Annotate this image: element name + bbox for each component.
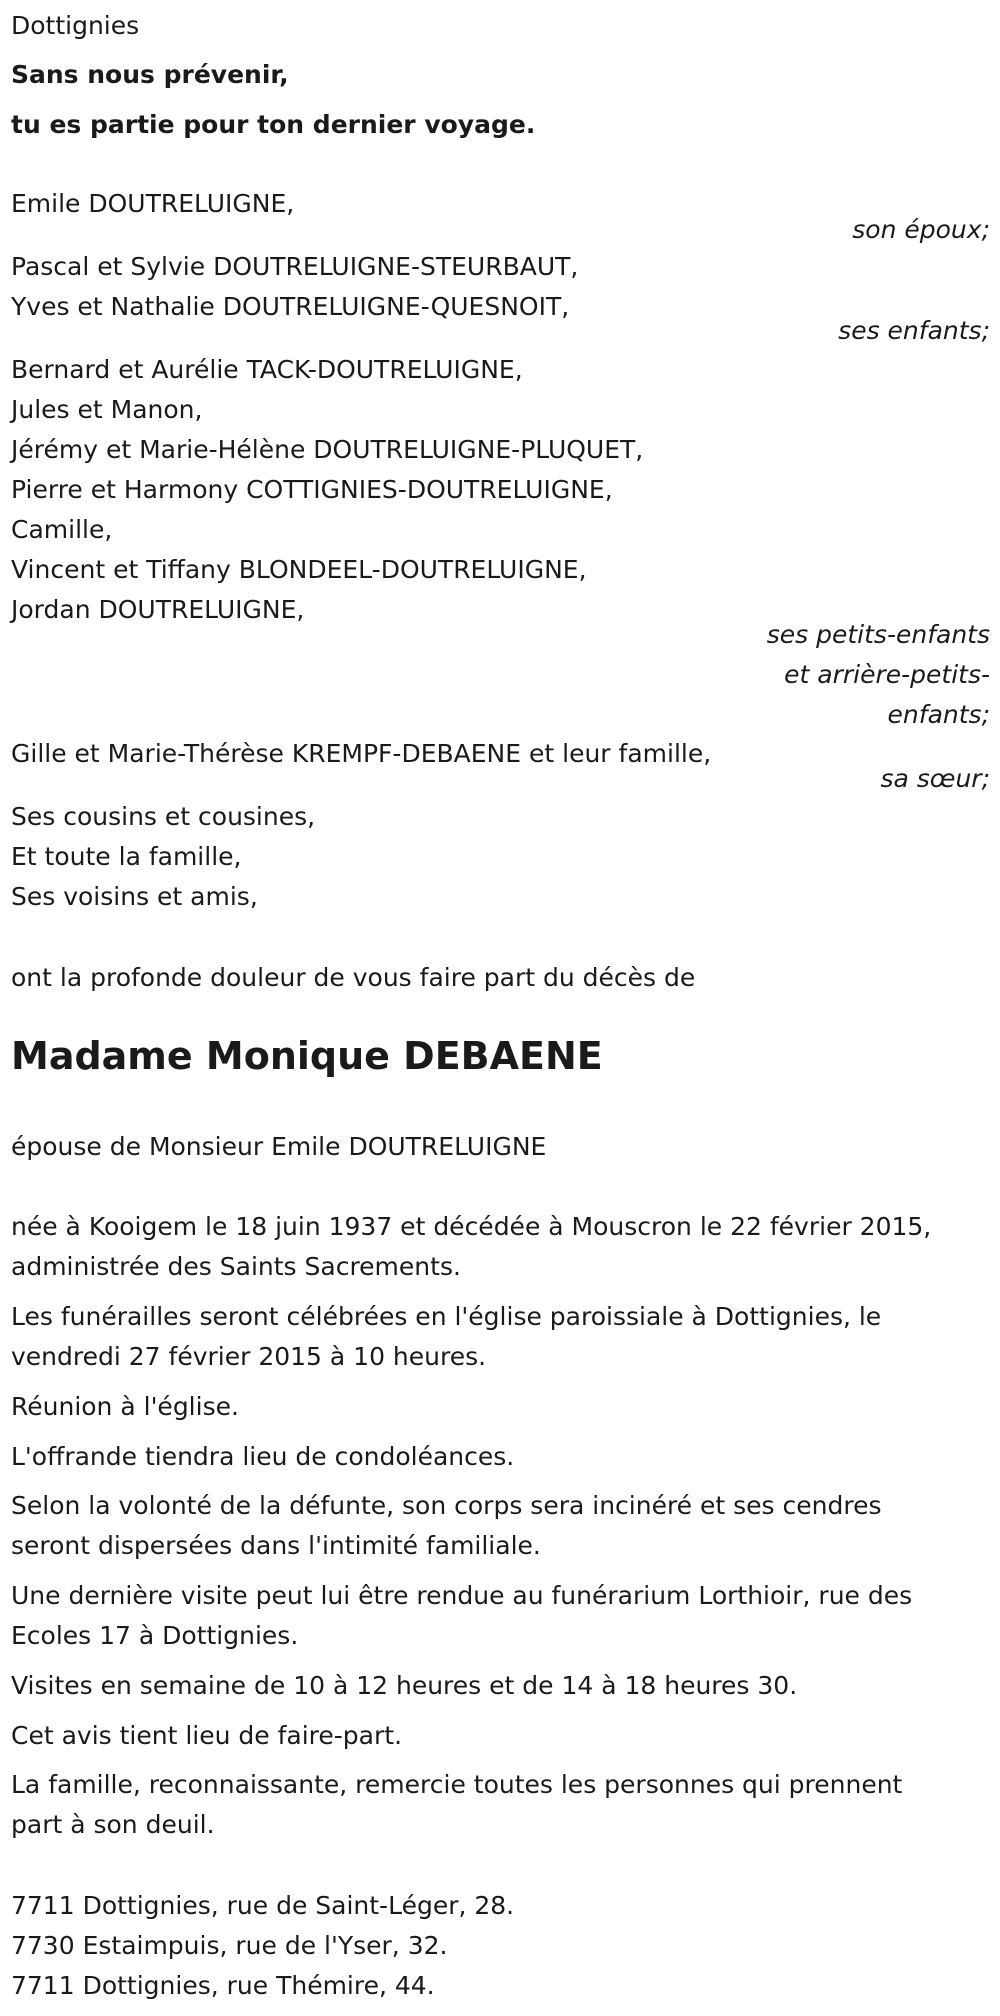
detail-line: seront dispersées dans l'intimité familiale. <box>11 1531 541 1560</box>
grandchildren-relation: enfants; <box>887 700 990 729</box>
detail-line: Visites en semaine de 10 à 12 heures et de 14 à 18 heures 30. <box>11 1671 798 1700</box>
grandchild-line: Bernard et Aurélie TACK-DOUTRELUIGNE, <box>11 355 523 384</box>
detail-line: administrée des Saints Sacrements. <box>11 1252 461 1281</box>
grandchild-line: Jordan DOUTRELUIGNE, <box>11 595 305 624</box>
detail-line: Selon la volonté de la défunte, son corps sera incinéré et ses cendres <box>11 1491 882 1520</box>
others-line: Ses voisins et amis, <box>11 882 258 911</box>
detail-line: part à son deuil. <box>11 1810 215 1839</box>
intro-line-2: tu es partie pour ton dernier voyage. <box>11 110 536 139</box>
detail-line: La famille, reconnaissante, remercie toutes les personnes qui prennent <box>11 1770 903 1799</box>
sister-relation: sa sœur; <box>880 764 990 793</box>
child-line: Pascal et Sylvie DOUTRELUIGNE-STEURBAUT, <box>11 252 579 281</box>
detail-line: Cet avis tient lieu de faire-part. <box>11 1721 403 1750</box>
grandchild-line: Pierre et Harmony COTTIGNIES-DOUTRELUIGNE, <box>11 475 613 504</box>
deceased-spouse-of: épouse de Monsieur Emile DOUTRELUIGNE <box>11 1132 547 1161</box>
others-line: Et toute la famille, <box>11 842 242 871</box>
address-line: 7711 Dottignies, rue de Saint-Léger, 28. <box>11 1891 515 1920</box>
location: Dottignies <box>11 11 140 40</box>
children-relation: ses enfants; <box>838 316 990 345</box>
detail-line: Les funérailles seront célébrées en l'église paroissiale à Dottignies, le <box>11 1302 882 1331</box>
child-line: Yves et Nathalie DOUTRELUIGNE-QUESNOIT, <box>11 292 570 321</box>
spouse-relation: son époux; <box>852 215 990 244</box>
sister-name: Gille et Marie-Thérèse KREMPF-DEBAENE et leur famille, <box>11 739 712 768</box>
grandchild-line: Vincent et Tiffany BLONDEEL-DOUTRELUIGNE, <box>11 555 587 584</box>
grandchildren-relation: et arrière-petits- <box>784 660 990 689</box>
detail-line: Ecoles 17 à Dottignies. <box>11 1621 299 1650</box>
detail-line: vendredi 27 février 2015 à 10 heures. <box>11 1342 487 1371</box>
grandchild-line: Camille, <box>11 515 113 544</box>
grandchild-line: Jérémy et Marie-Hélène DOUTRELUIGNE-PLUQUET, <box>11 435 644 464</box>
detail-line: née à Kooigem le 18 juin 1937 et décédée à Mouscron le 22 février 2015, <box>11 1212 932 1241</box>
grandchildren-relation: ses petits-enfants <box>766 620 990 649</box>
detail-line: Réunion à l'église. <box>11 1392 239 1421</box>
grandchild-line: Jules et Manon, <box>11 395 203 424</box>
spouse-name: Emile DOUTRELUIGNE, <box>11 189 295 218</box>
announcement: ont la profonde douleur de vous faire part du décès de <box>11 963 696 992</box>
others-line: Ses cousins et cousines, <box>11 802 316 831</box>
detail-line: Une dernière visite peut lui être rendue au funérarium Lorthioir, rue des <box>11 1581 913 1610</box>
intro-line-1: Sans nous prévenir, <box>11 60 289 89</box>
detail-line: L'offrande tiendra lieu de condoléances. <box>11 1442 515 1471</box>
deceased-name: Madame Monique DEBAENE <box>11 1034 603 1078</box>
address-line: 7730 Estaimpuis, rue de l'Yser, 32. <box>11 1931 448 1960</box>
address-line: 7711 Dottignies, rue Thémire, 44. <box>11 1971 435 2000</box>
